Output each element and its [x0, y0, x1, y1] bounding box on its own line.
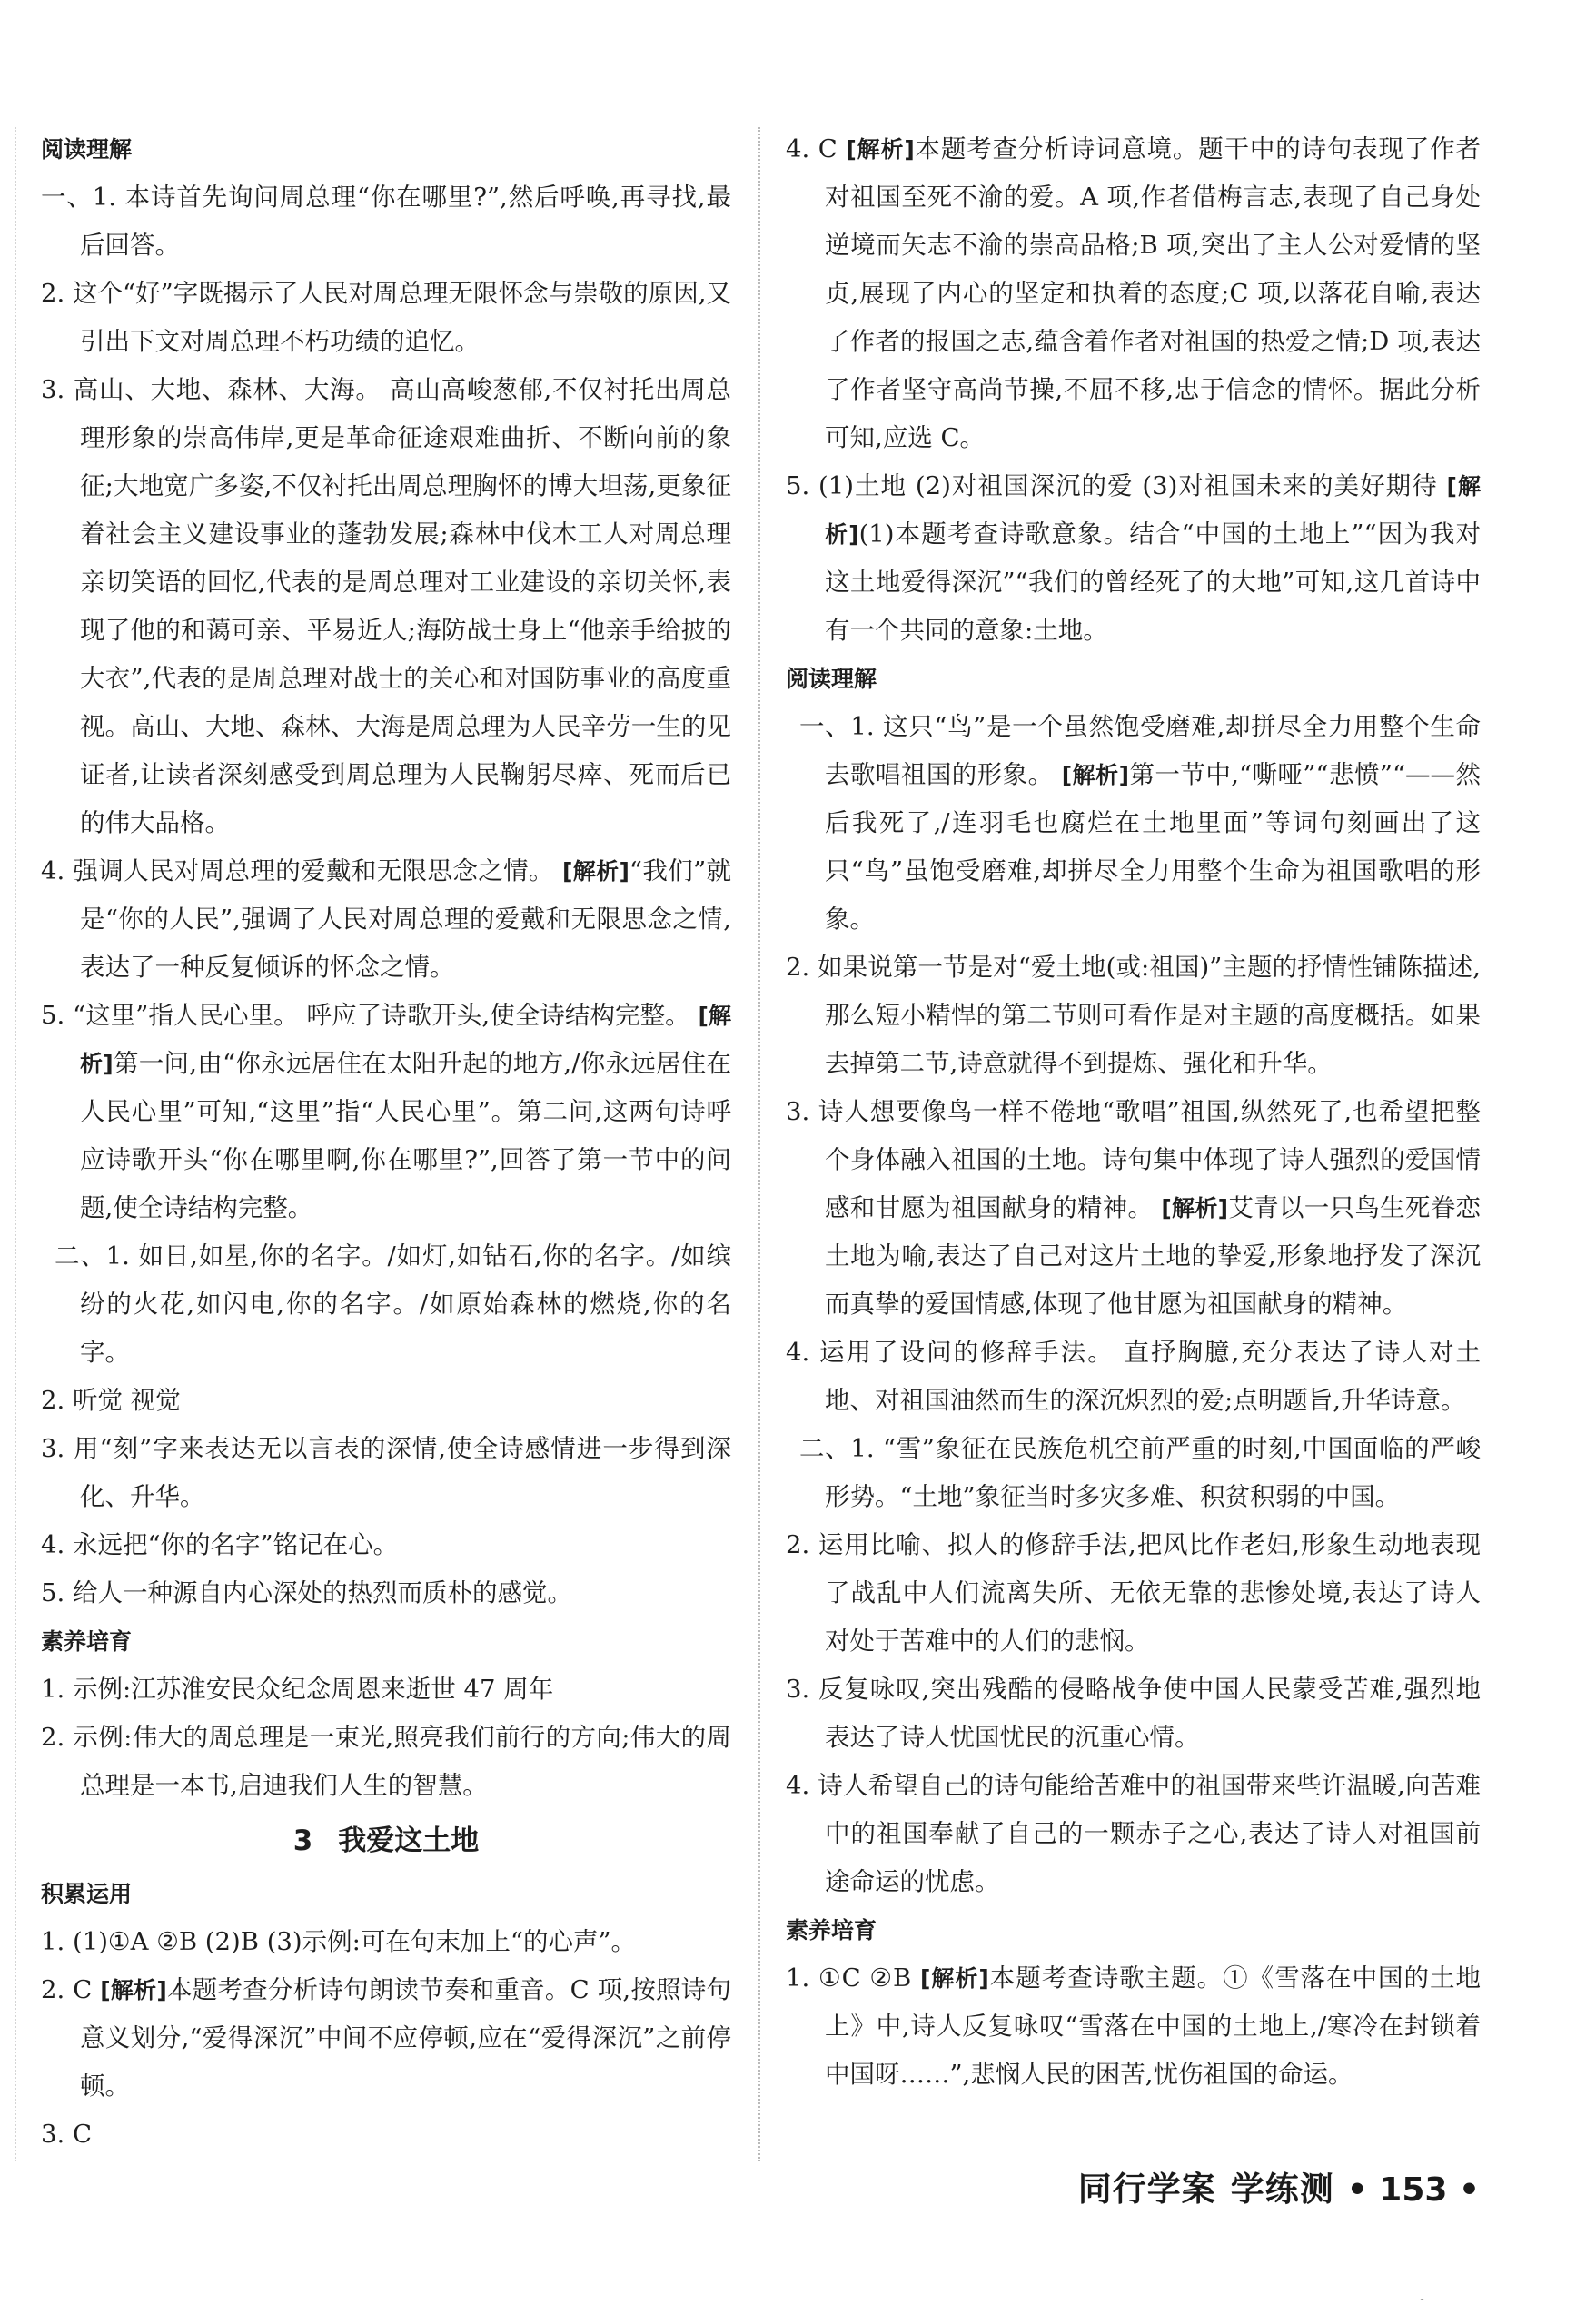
section-heading-cultivate: 素养培育 [786, 1917, 877, 1943]
answer-2-3: 3. 用“刻”字来表达无以言表的深情,使全诗感情进一步得到深化、升华。 [41, 1434, 731, 1511]
answer-2-4: 4. 永远把“你的名字”铭记在心。 [41, 1530, 399, 1559]
analysis-tag: [解析] [919, 1965, 989, 1992]
page-number: • 153 • [1346, 2171, 1480, 2209]
reading-2-4: 4. 诗人希望自己的诗句能给苦难中的祖国带来些许温暖,向苦难中的祖国奉献了自己的一颗赤子之心,表达了诗人对祖国前途命运的忧虑。 [786, 1771, 1481, 1896]
accumulate-5 [786, 462, 1481, 655]
chapter-number: 3 [292, 1825, 313, 1857]
analysis-text: “我们”就是“你的人民”,强调了人民对周总理的爱戴和无限思念之情,表达了一种反复倾诉的怀念之情。 [80, 856, 731, 982]
accumulate-3: 3. C [41, 2120, 93, 2149]
analysis-tag: [解析] [80, 1003, 731, 1077]
accumulate-1: 1. (1)①A ②B (2)B (3)示例:可在句末加上“的心声”。 [41, 1927, 637, 1956]
reading-1-2: 2. 如果说第一节是对“爱土地(或:祖国)”主题的抒情性铺陈描述,那么短小精悍的第二节则可看作是对主题的高度概括。如果去掉第二节,诗意就得不到提炼、强化和升华。 [786, 953, 1481, 1078]
cultivate-1: 1. 示例:江苏淮安民众纪念周恩来逝世 47 周年 [41, 1675, 554, 1704]
answer-text: 5. (1)土地 (2)对祖国深沉的爱 (3)对祖国未来的美好期待 [786, 471, 1447, 500]
answer-text: 4. 强调人民对周总理的爱戴和无限思念之情。 [41, 856, 562, 885]
analysis-tag: [解析] [1061, 762, 1129, 788]
reading-1-4: 4. 运用了设问的修辞手法。 直抒胸臆,充分表达了诗人对土地、对祖国油然而生的深沉炽烈的爱;点明题旨,升华诗意。 [786, 1338, 1481, 1415]
analysis-text: 艾青以一只鸟生死眷恋土地为喻,表达了自己对这片土地的挚爱,形象地抒发了深沉而真挚的爱国情感,体现了他甘愿为祖国献身的精神。 [825, 1193, 1481, 1319]
reading-1-3 [786, 1088, 1481, 1329]
answer-1-4 [41, 847, 731, 992]
answer-text: 5. “这里”指人民心里。 呼应了诗歌开头,使全诗结构完整。 [41, 1001, 699, 1030]
answer-text: 3. 诗人想要像鸟一样不倦地“歌唱”祖国,纵然死了,也希望把整个身体融入祖国的土地。诗句集中体现了诗人强烈的爱国情感和甘愿为祖国献身的精神。 [786, 1097, 1481, 1222]
series-name: 学练测 [1230, 2170, 1334, 2209]
reading-2-3: 3. 反复咏叹,突出残酷的侵略战争使中国人民蒙受苦难,强烈地表达了诗人忧国忧民的沉重心情。 [786, 1675, 1481, 1752]
analysis-text: (1)本题考查诗歌意象。结合“中国的土地上”“因为我对这土地爱得深沉”“我们的曾经死了的大地”可知,这几首诗中有一个共同的意象:土地。 [825, 519, 1481, 645]
reading-2-1: 二、1. “雪”象征在民族危机空前严重的时刻,中国面临的严峻形势。“土地”象征当时多灾多难、积贫积弱的中国。 [799, 1434, 1481, 1511]
answer-1-3: 3. 高山、大地、森林、大海。 高山高峻葱郁,不仅衬托出周总理形象的崇高伟岸,更是革命征途艰难曲折、不断向前的象征;大地宽广多姿,不仅衬托出周总理胸怀的博大坦荡,更象征着社会主义建设事业的蓬勃发展;森林中伐木工人对周总理亲切笑语的回忆,代表的是周总理对工业建设的亲切关怀,表现了他的和蔼可亲、平易近人;海防战士身上“他亲手给披的大衣”,代表的是周总理对战士的关心和对国防事业的高度重视。高山、大地、森林、大海是周总理为人民辛劳一生的见证者,让读者深刻感受到周总理为人民鞠躬尽瘁、死而后已的伟大品格。 [41, 375, 731, 837]
answer-2-5: 5. 给人一种源自内心深处的热烈而质朴的感觉。 [41, 1578, 572, 1607]
analysis-text: 本题考查分析诗句朗读节奏和重音。C 项,按照诗句意义划分,“爱得深沉”中间不应停顿,应在“爱得深沉”之前停顿。 [80, 1975, 731, 2101]
chapter-name: 我爱这土地 [338, 1825, 480, 1857]
analysis-text: 本题考查分析诗词意境。题干中的诗句表现了作者对祖国至死不渝的爱。A 项,作者借梅言志,表现了自己身处逆境而矢志不渝的崇高品格;B 项,突出了主人公对爱情的坚贞,展现了内心的坚定和执着的态度;C 项,以落花自喻,表达了作者的报国之志,蕴含着作者对祖国的热爱之情;D 项,表达了作者坚守高尚节操,不屈不移,忠于信念的情怀。据此分析可知,应选 C。 [825, 134, 1481, 452]
analysis-text: 本题考查诗歌主题。①《雪落在中国的土地上》中,诗人反复咏叹“雪落在中国的土地上,/寒冷在封锁着中国呀……”,悲悯人民的困苦,忧伤祖国的命运。 [825, 1963, 1481, 2089]
answer-text: 1. ①C ②B [786, 1963, 920, 1993]
accumulate-4 [786, 125, 1481, 462]
analysis-text: 第一问,由“你永远居住在太阳升起的地方,/你永远居住在人民心里”可知,“这里”指“人民心里”。第二问,这两句诗呼应诗歌开头“你在哪里啊,你在哪里?”,回答了第一节中的问题,使全诗结构完整。 [80, 1049, 731, 1222]
page-footer [1078, 2161, 1480, 2210]
answer-1-1: 一、1. 本诗首先询问周总理“你在哪里?”,然后呼唤,再寻找,最后回答。 [41, 183, 731, 260]
brand-name: 同行学案 [1077, 2170, 1216, 2209]
answer-text: 一、1. 这只“鸟”是一个虽然饱受磨难,却拼尽全力用整个生命去歌唱祖国的形象。 [799, 712, 1481, 789]
analysis-tag: [解析] [825, 473, 1481, 548]
section-heading-reading: 阅读理解 [41, 136, 133, 163]
left-edge-rule [15, 127, 16, 2161]
reading-1-1 [786, 703, 1481, 944]
section-heading-cultivate: 素养培育 [41, 1628, 133, 1655]
accumulate-2 [41, 1966, 731, 2111]
analysis-tag: [解析] [1161, 1195, 1229, 1221]
reading-2-2: 2. 运用比喻、拟人的修辞手法,把风比作老妇,形象生动地表现了战乱中人们流离失所、无依无靠的悲惨处境,表达了诗人对处于苦难中的人们的悲悯。 [786, 1530, 1481, 1656]
answer-2-1: 二、1. 如日,如星,你的名字。/如灯,如钻石,你的名字。/如缤纷的火花,如闪电,你的名字。/如原始森林的燃烧,你的名字。 [55, 1241, 731, 1367]
section-heading-accumulate: 积累运用 [41, 1881, 133, 1907]
analysis-tag: [解析] [100, 1977, 167, 2003]
section-heading-reading: 阅读理解 [786, 666, 877, 692]
analysis-tag: [解析] [846, 136, 915, 163]
cultivate-1 [786, 1954, 1481, 2099]
corner-mark: ˘ [1419, 2298, 1425, 2312]
column-divider [758, 127, 760, 2161]
chapter-title [41, 1812, 731, 1870]
answer-2-2: 2. 听觉 视觉 [41, 1386, 181, 1415]
analysis-text: 第一节中,“嘶哑”“悲愤”“——然后我死了,/连羽毛也腐烂在土地里面”等词句刻画出了这只“鸟”虽饱受磨难,却拼尽全力用整个生命为祖国歌唱的形象。 [825, 760, 1481, 934]
answer-text: 2. C [41, 1975, 101, 2004]
cultivate-2: 2. 示例:伟大的周总理是一束光,照亮我们前行的方向;伟大的周总理是一本书,启迪我们人生的智慧。 [41, 1723, 731, 1800]
answer-text: 4. C [786, 134, 847, 163]
right-column [786, 125, 1481, 2099]
answer-1-5 [41, 992, 731, 1232]
analysis-tag: [解析] [561, 858, 629, 885]
left-column [41, 125, 731, 2159]
answer-1-2: 2. 这个“好”字既揭示了人民对周总理无限怀念与崇敬的原因,又引出下文对周总理不朽功绩的追忆。 [41, 279, 731, 356]
